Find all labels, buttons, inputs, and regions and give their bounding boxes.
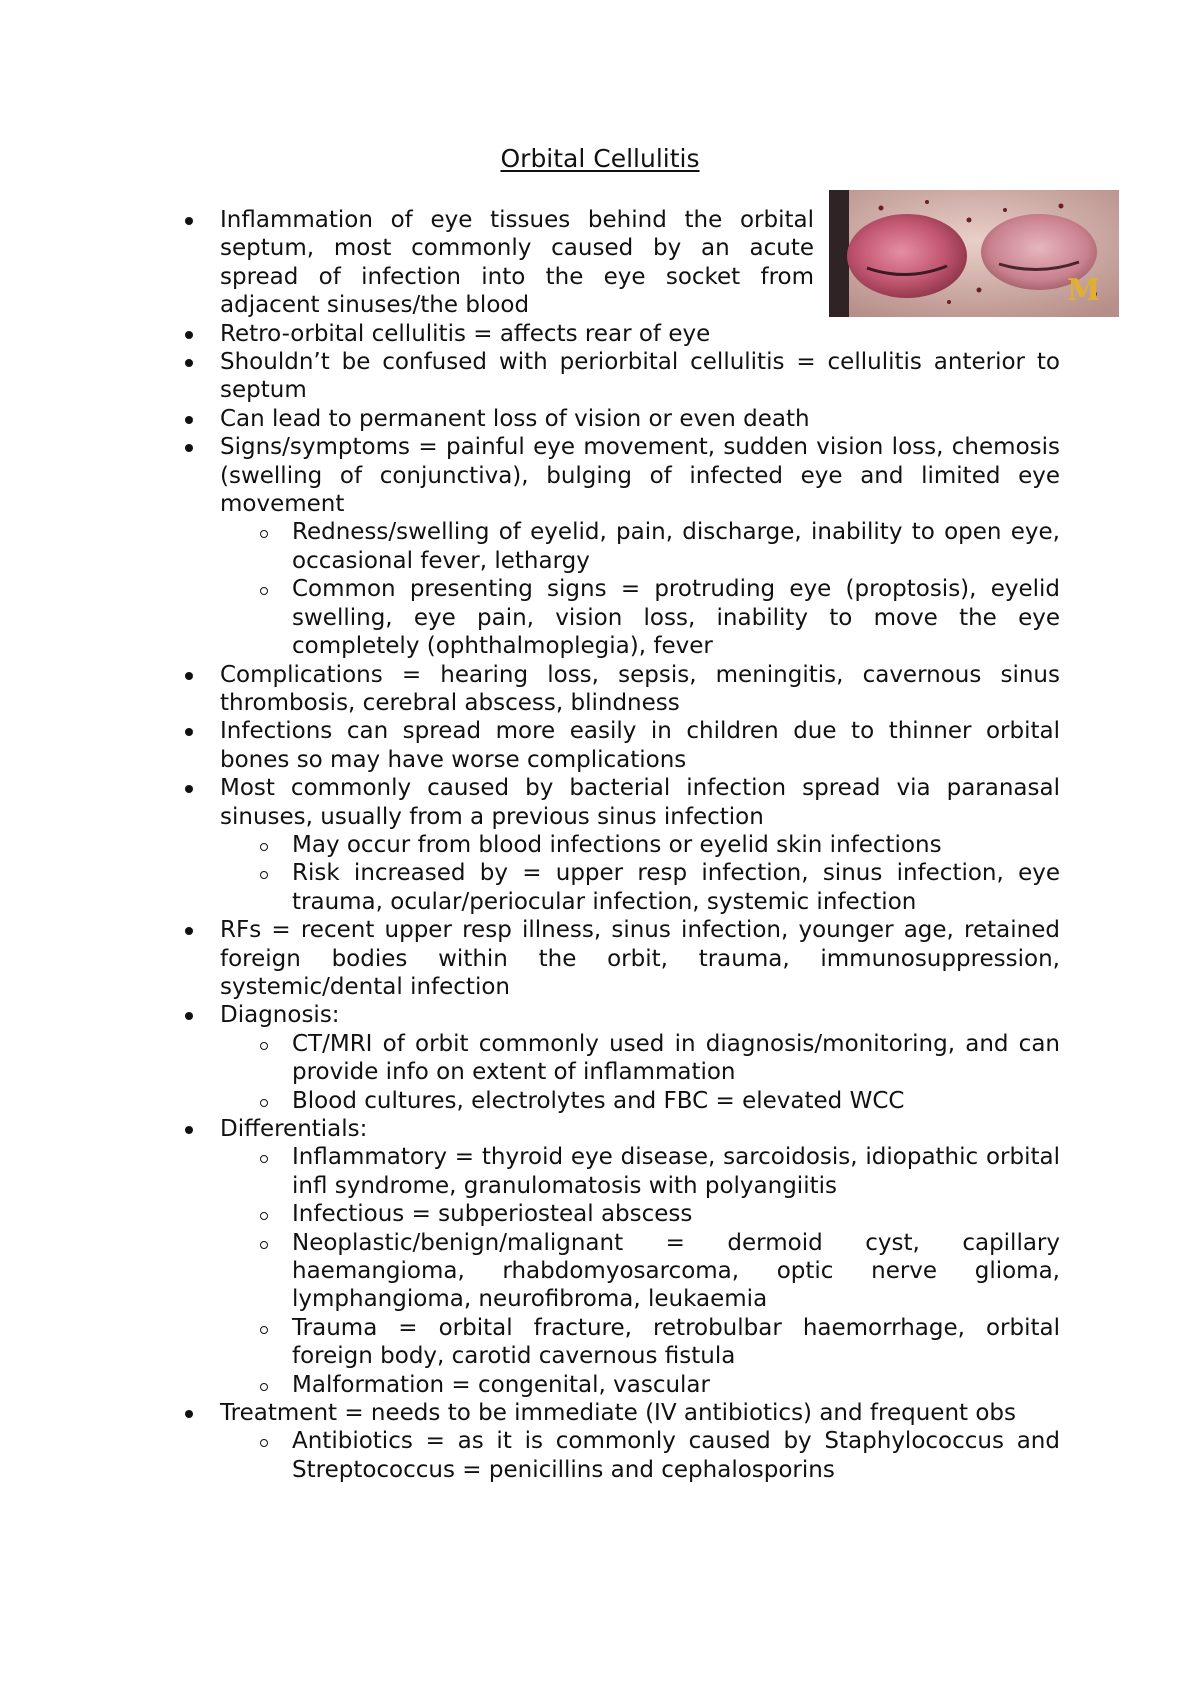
sub-bullet-circle-icon [260,1241,268,1249]
sub-bullet-item [182,1030,1060,1087]
sub-bullet-text: May occur from blood infections or eyelid skin infections [292,831,942,858]
sub-bullet-text: Trauma = orbital fracture, retrobulbar haemorrhage, orbital foreign body, carotid cavernous fistula [292,1314,1060,1370]
bullet-item [182,433,1060,518]
sub-bullet-group [182,518,1060,660]
sub-bullet-circle-icon [260,843,268,851]
sub-bullet-circle-icon [260,530,268,538]
bullet-dot-icon [185,217,193,225]
bullet-item [182,1001,1060,1029]
bullet-dot-icon [185,359,193,367]
bullet-dot-icon [185,672,193,680]
bullet-dot-icon [185,927,193,935]
sub-bullet-item [182,1143,1060,1200]
bullet-dot-icon [185,444,193,452]
bullet-text: RFs = recent upper resp illness, sinus infection, younger age, retained foreign bodies within the orbit, trauma, immunosuppression, systemic/dental infection [220,917,1060,1000]
bullet-text: Shouldn’t be confused with periorbital cellulitis = cellulitis anterior to septum [220,349,1060,404]
bullet-dot-icon [185,331,193,339]
sub-bullet-item [182,859,1060,916]
bullet-item [182,405,1060,433]
bullet-item [182,916,1060,1001]
bullet-item [182,717,1060,774]
bullet-text: Treatment = needs to be immediate (IV antibiotics) and frequent obs [220,1400,1017,1427]
bullet-dot-icon [185,728,193,736]
sub-bullet-text: Infectious = subperiosteal abscess [292,1201,693,1228]
bullet-item [182,1115,1060,1143]
bullet-text: Inflammation of eye tissues behind the orbital septum, most commonly caused by an acute spread of infection into the eye socket from adjacent sinuses/the blood [220,207,814,319]
sub-bullet-text: Blood cultures, electrolytes and FBC = elevated WCC [292,1087,905,1114]
bullet-text: Can lead to permanent loss of vision or even death [220,405,810,432]
bullet-list [182,206,1060,1484]
bullet-text: Most commonly caused by bacterial infection spread via paranasal sinuses, usually from a previous sinus infection [220,775,1060,830]
bullet-text: Infections can spread more easily in children due to thinner orbital bones so may have worse complications [220,718,1060,773]
sub-bullet-text: Neoplastic/benign/malignant = dermoid cyst, capillary haemangioma, rhabdomyosarcoma, optic nerve glioma, lymphangioma, neurofibroma, leukaemia [292,1229,1060,1313]
sub-bullet-item [182,575,1060,660]
bullet-text: Differentials: [220,1116,368,1142]
bullet-text: Signs/symptoms = painful eye movement, sudden vision loss, chemosis (swelling of conjunctiva), bulging of infected eye and limited eye movement [220,434,1060,518]
bullet-text: Diagnosis: [220,1002,340,1029]
bullet-text: Complications = hearing loss, sepsis, meningitis, cavernous sinus thrombosis, cerebral abscess, blindness [220,661,1060,716]
page-title: Orbital Cellulitis [500,144,700,173]
sub-bullet-text: CT/MRI of orbit commonly used in diagnosis/monitoring, and can provide info on extent of inflammation [292,1030,1060,1086]
sub-bullet-circle-icon [260,1099,268,1107]
bullet-text: Retro-orbital cellulitis = affects rear of eye [220,320,711,347]
sub-bullet-text: Antibiotics = as it is commonly caused by Staphylococcus and Streptococcus = penicillins and cephalosporins [292,1428,1060,1483]
sub-bullet-group [182,1427,1060,1484]
sub-bullet-circle-icon [260,1383,268,1391]
bullet-dot-icon [185,1126,193,1134]
sub-bullet-text: Inflammatory = thyroid eye disease, sarcoidosis, idiopathic orbital infl syndrome, granulomatosis with polyangiitis [292,1144,1060,1199]
sub-bullet-circle-icon [260,1326,268,1334]
sub-bullet-item [182,1314,1060,1371]
bullet-dot-icon [185,1410,193,1418]
university-logo-m: M [1067,273,1101,308]
sub-bullet-circle-icon [260,1212,268,1220]
sub-bullet-text: Risk increased by = upper resp infection, sinus infection, eye trauma, ocular/periocular infection, systemic infection [292,860,1060,915]
sub-bullet-circle-icon [260,587,268,595]
sub-bullet-group [182,831,1060,916]
sub-bullet-circle-icon [260,871,268,879]
sub-bullet-item [182,1200,1060,1228]
sub-bullet-circle-icon [260,1439,268,1447]
sub-bullet-group [182,1143,1060,1399]
sub-bullet-circle-icon [260,1042,268,1050]
bullet-item [182,1399,1060,1427]
sub-bullet-item [182,1371,1060,1399]
sub-bullet-item [182,518,1060,575]
bullet-item [182,206,1060,320]
note-content [182,206,1060,1484]
sub-bullet-item [182,831,1060,859]
bullet-item [182,661,1060,718]
sub-bullet-item [182,1229,1060,1314]
bullet-dot-icon [185,416,193,424]
sub-bullet-text: Common presenting signs = protruding eye (proptosis), eyelid swelling, eye pain, vision loss, inability to move the eye completely (ophthalmoplegia), fever [292,576,1060,660]
bullet-dot-icon [185,1012,193,1020]
sub-bullet-text: Malformation = congenital, vascular [292,1371,710,1398]
bullet-dot-icon [185,785,193,793]
sub-bullet-circle-icon [260,1155,268,1163]
sub-bullet-item [182,1427,1060,1484]
sub-bullet-group [182,1030,1060,1115]
bullet-item [182,348,1060,405]
bullet-item [182,320,1060,348]
sub-bullet-item [182,1087,1060,1115]
bullet-item [182,774,1060,831]
sub-bullet-text: Redness/swelling of eyelid, pain, discharge, inability to open eye, occasional fever, lethargy [292,519,1060,574]
